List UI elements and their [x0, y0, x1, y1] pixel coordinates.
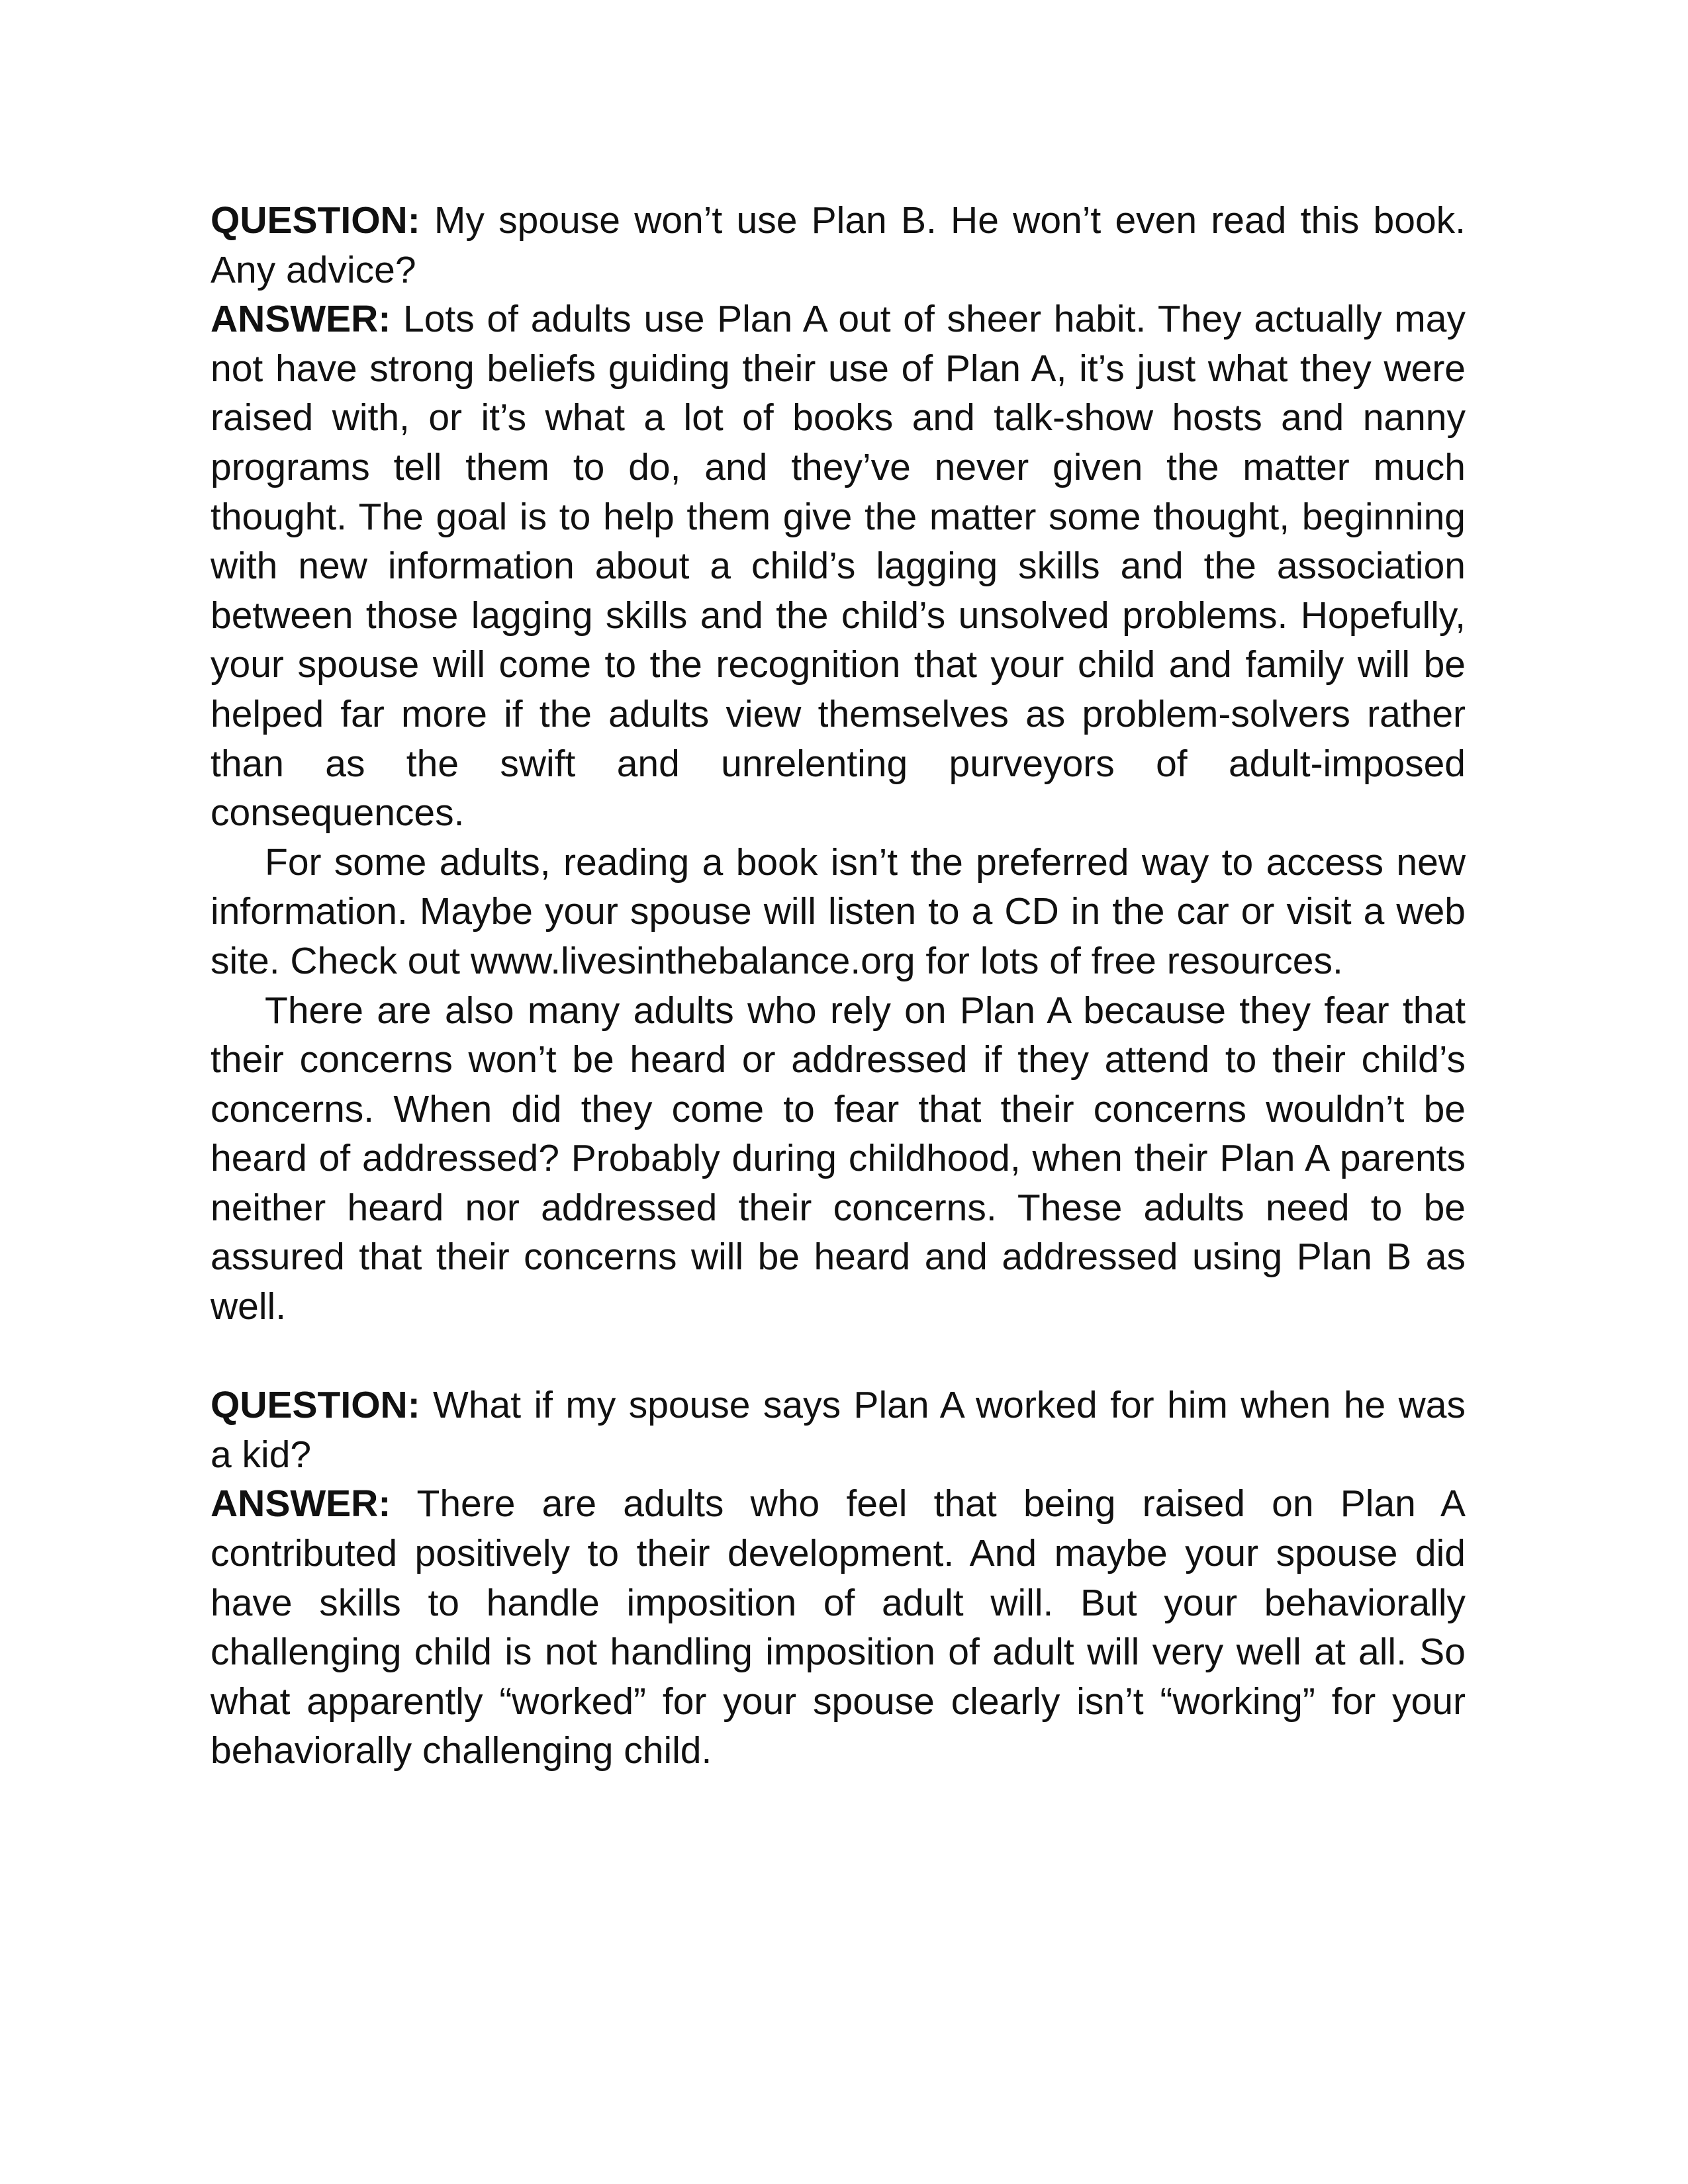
question-2-text: What if my spouse says Plan A worked for him when he was a kid?	[211, 1384, 1466, 1476]
document-page	[211, 196, 1466, 1776]
qa-block-2	[211, 1381, 1466, 1776]
answer-1-label: ANSWER:	[211, 298, 391, 341]
question-2	[211, 1381, 1466, 1479]
question-2-label: QUESTION:	[211, 1384, 420, 1427]
answer-1-paragraph-3: There are also many adults who rely on Plan A because they fear that their concerns won’t be heard or addressed if they attend to their child’s concerns. When did they come to fear that their concerns wouldn’t be heard of addressed? Probably during childhood, when their Plan A parents neither heard nor addressed their concerns. These adults need to be assured that their concerns will be heard and addressed using Plan B as well.	[211, 989, 1466, 1328]
answer-1-paragraph-1	[211, 295, 1466, 838]
question-1-text: My spouse won’t use Plan B. He won’t even read this book. Any advice?	[211, 199, 1466, 291]
answer-2-label: ANSWER:	[211, 1482, 391, 1525]
answer-1-text: Lots of adults use Plan A out of sheer habit. They actually may not have strong beliefs guiding their use of Plan A, it’s just what they were raised with, or it’s what a lot of books and talk-show hosts and nanny programs tell them to do, and they’ve never given the matter much thought. The goal is to help them give the matter some thought, beginning with new information about a child’s lagging skills and the association between those lagging skills and the child’s unsolved problems. Hopefully, your spouse will come to the recognition that your child and family will be helped far more if the adults view themselves as problem-solvers rather than as the swift and unrelenting purveyors of adult-imposed consequences.	[211, 298, 1466, 835]
answer-2-text: There are adults who feel that being raised on Plan A contributed positively to their development. And maybe your spouse did have skills to handle imposition of adult will. But your behaviorally challenging child is not handling imposition of adult will very well at all. So what apparently “worked” for your spouse clearly isn’t “working” for your behaviorally challenging child.	[211, 1482, 1466, 1772]
answer-2-paragraph-1	[211, 1479, 1466, 1776]
section-spacer	[211, 1332, 1466, 1381]
qa-block-1	[211, 196, 1466, 1332]
answer-1-paragraph-2: For some adults, reading a book isn’t the preferred way to access new information. Maybe your spouse will listen to a CD in the car or visit a web site. Check out www.livesinthebalance.org for lots of free resources.	[211, 841, 1466, 982]
question-1-label: QUESTION:	[211, 199, 420, 242]
question-1	[211, 196, 1466, 295]
